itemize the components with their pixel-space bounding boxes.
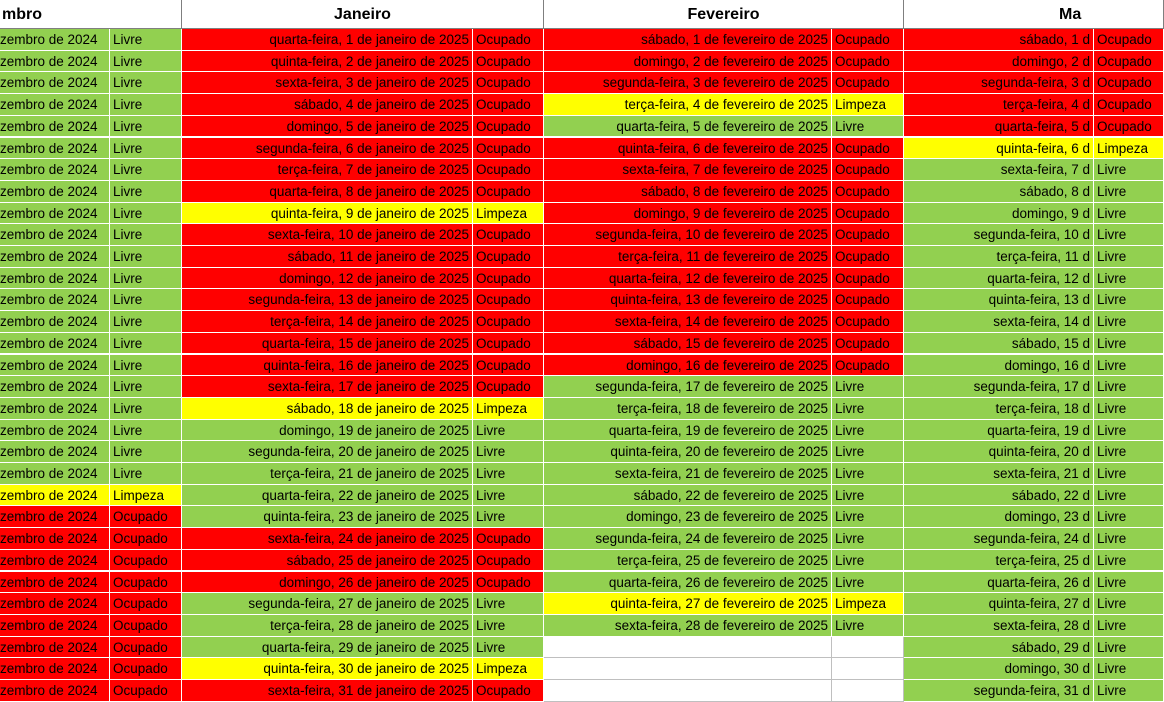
- date-cell[interactable]: quinta-feira, 30 de janeiro de 2025: [182, 658, 473, 680]
- status-cell[interactable]: Livre: [832, 506, 904, 528]
- status-cell[interactable]: Livre: [473, 615, 544, 637]
- status-cell[interactable]: Livre: [1094, 376, 1164, 398]
- date-cell[interactable]: zembro de 2024: [0, 680, 110, 702]
- date-cell[interactable]: sábado, 11 de janeiro de 2025: [182, 246, 473, 268]
- status-cell[interactable]: Livre: [473, 637, 544, 659]
- status-cell[interactable]: Ocupado: [110, 658, 182, 680]
- date-cell[interactable]: zembro de 2024: [0, 224, 110, 246]
- date-cell[interactable]: segunda-feira, 10 de fevereiro de 2025: [544, 224, 832, 246]
- date-cell[interactable]: sexta-feira, 14 d: [904, 311, 1094, 333]
- date-cell[interactable]: zembro de 2024: [0, 463, 110, 485]
- status-cell[interactable]: Ocupado: [832, 29, 904, 51]
- date-cell[interactable]: terça-feira, 4 de fevereiro de 2025: [544, 94, 832, 116]
- status-cell[interactable]: Ocupado: [110, 550, 182, 572]
- date-cell[interactable]: domingo, 23 d: [904, 506, 1094, 528]
- date-cell[interactable]: terça-feira, 11 de fevereiro de 2025: [544, 246, 832, 268]
- date-cell[interactable]: zembro de 2024: [0, 116, 110, 138]
- date-cell[interactable]: zembro de 2024: [0, 398, 110, 420]
- status-cell[interactable]: Limpeza: [832, 94, 904, 116]
- status-cell[interactable]: Livre: [1094, 463, 1164, 485]
- date-cell[interactable]: segunda-feira, 17 de fevereiro de 2025: [544, 376, 832, 398]
- date-cell[interactable]: zembro de 2024: [0, 268, 110, 290]
- month-header[interactable]: Janeiro: [182, 0, 544, 29]
- status-cell[interactable]: Ocupado: [473, 29, 544, 51]
- date-cell[interactable]: sábado, 15 de fevereiro de 2025: [544, 333, 832, 355]
- status-cell[interactable]: Livre: [473, 593, 544, 615]
- status-cell[interactable]: Livre: [110, 116, 182, 138]
- status-cell[interactable]: Livre: [832, 615, 904, 637]
- status-cell[interactable]: Livre: [473, 463, 544, 485]
- status-cell[interactable]: Limpeza: [1094, 138, 1164, 160]
- date-cell[interactable]: terça-feira, 4 d: [904, 94, 1094, 116]
- date-cell[interactable]: zembro de 2024: [0, 506, 110, 528]
- status-cell[interactable]: Ocupado: [110, 506, 182, 528]
- date-cell[interactable]: domingo, 2 de fevereiro de 2025: [544, 51, 832, 73]
- status-cell[interactable]: Livre: [832, 441, 904, 463]
- date-cell[interactable]: sexta-feira, 21 de fevereiro de 2025: [544, 463, 832, 485]
- status-cell[interactable]: Livre: [1094, 572, 1164, 594]
- status-cell[interactable]: Ocupado: [1094, 94, 1164, 116]
- status-cell[interactable]: Ocupado: [110, 528, 182, 550]
- date-cell[interactable]: sábado, 8 de fevereiro de 2025: [544, 181, 832, 203]
- status-cell[interactable]: Livre: [832, 485, 904, 507]
- date-cell[interactable]: zembro de 2024: [0, 593, 110, 615]
- status-cell[interactable]: Livre: [1094, 246, 1164, 268]
- date-cell[interactable]: zembro de 2024: [0, 376, 110, 398]
- date-cell[interactable]: quinta-feira, 2 de janeiro de 2025: [182, 51, 473, 73]
- date-cell[interactable]: sábado, 29 d: [904, 637, 1094, 659]
- date-cell[interactable]: segunda-feira, 31 d: [904, 680, 1094, 702]
- date-cell[interactable]: zembro de 2024: [0, 51, 110, 73]
- date-cell[interactable]: quinta-feira, 16 de janeiro de 2025: [182, 355, 473, 377]
- status-cell[interactable]: Livre: [110, 268, 182, 290]
- status-cell[interactable]: Ocupado: [1094, 51, 1164, 73]
- date-cell[interactable]: zembro de 2024: [0, 94, 110, 116]
- status-cell[interactable]: Ocupado: [110, 593, 182, 615]
- status-cell[interactable]: Livre: [1094, 680, 1164, 702]
- date-cell[interactable]: sábado, 22 d: [904, 485, 1094, 507]
- date-cell[interactable]: quarta-feira, 29 de janeiro de 2025: [182, 637, 473, 659]
- status-cell[interactable]: Livre: [1094, 550, 1164, 572]
- status-cell[interactable]: Ocupado: [473, 528, 544, 550]
- date-cell[interactable]: zembro de 2024: [0, 246, 110, 268]
- date-cell[interactable]: zembro de 2024: [0, 159, 110, 181]
- date-cell[interactable]: domingo, 19 de janeiro de 2025: [182, 420, 473, 442]
- date-cell[interactable]: quinta-feira, 13 d: [904, 289, 1094, 311]
- status-cell[interactable]: Ocupado: [473, 51, 544, 73]
- status-cell[interactable]: Ocupado: [473, 311, 544, 333]
- status-cell[interactable]: Livre: [110, 224, 182, 246]
- date-cell[interactable]: zembro de 2024: [0, 637, 110, 659]
- status-cell[interactable]: Livre: [832, 463, 904, 485]
- date-cell[interactable]: terça-feira, 14 de janeiro de 2025: [182, 311, 473, 333]
- status-cell[interactable]: Livre: [1094, 528, 1164, 550]
- status-cell[interactable]: Ocupado: [473, 224, 544, 246]
- date-cell[interactable]: zembro de 2024: [0, 355, 110, 377]
- date-cell[interactable]: segunda-feira, 3 d: [904, 72, 1094, 94]
- date-cell[interactable]: terça-feira, 18 de fevereiro de 2025: [544, 398, 832, 420]
- status-cell[interactable]: Livre: [110, 246, 182, 268]
- date-cell[interactable]: zembro de 2024: [0, 311, 110, 333]
- status-cell[interactable]: Livre: [1094, 268, 1164, 290]
- date-cell[interactable]: zembro de 2024: [0, 203, 110, 225]
- status-cell[interactable]: Ocupado: [473, 572, 544, 594]
- status-cell[interactable]: Livre: [473, 485, 544, 507]
- date-cell[interactable]: domingo, 30 d: [904, 658, 1094, 680]
- date-cell[interactable]: sexta-feira, 28 de fevereiro de 2025: [544, 615, 832, 637]
- status-cell[interactable]: Livre: [1094, 441, 1164, 463]
- status-cell[interactable]: Livre: [110, 72, 182, 94]
- status-cell[interactable]: Livre: [110, 29, 182, 51]
- status-cell[interactable]: Livre: [110, 311, 182, 333]
- date-cell[interactable]: domingo, 9 d: [904, 203, 1094, 225]
- status-cell[interactable]: Ocupado: [1094, 116, 1164, 138]
- status-cell[interactable]: Ocupado: [473, 181, 544, 203]
- date-cell[interactable]: quarta-feira, 12 d: [904, 268, 1094, 290]
- status-cell[interactable]: Livre: [1094, 658, 1164, 680]
- date-cell[interactable]: quarta-feira, 5 d: [904, 116, 1094, 138]
- status-cell[interactable]: Livre: [110, 376, 182, 398]
- status-cell[interactable]: Livre: [1094, 181, 1164, 203]
- date-cell[interactable]: [544, 658, 832, 680]
- date-cell[interactable]: quarta-feira, 1 de janeiro de 2025: [182, 29, 473, 51]
- date-cell[interactable]: quarta-feira, 19 de fevereiro de 2025: [544, 420, 832, 442]
- date-cell[interactable]: sábado, 25 de janeiro de 2025: [182, 550, 473, 572]
- status-cell[interactable]: Livre: [110, 420, 182, 442]
- date-cell[interactable]: terça-feira, 7 de janeiro de 2025: [182, 159, 473, 181]
- status-cell[interactable]: Ocupado: [473, 159, 544, 181]
- status-cell[interactable]: Livre: [473, 420, 544, 442]
- date-cell[interactable]: sábado, 1 d: [904, 29, 1094, 51]
- status-cell[interactable]: Livre: [110, 441, 182, 463]
- date-cell[interactable]: segunda-feira, 10 d: [904, 224, 1094, 246]
- status-cell[interactable]: Livre: [1094, 159, 1164, 181]
- status-cell[interactable]: Livre: [1094, 355, 1164, 377]
- date-cell[interactable]: sábado, 8 d: [904, 181, 1094, 203]
- date-cell[interactable]: zembro de 2024: [0, 441, 110, 463]
- date-cell[interactable]: sábado, 18 de janeiro de 2025: [182, 398, 473, 420]
- date-cell[interactable]: [544, 637, 832, 659]
- status-cell[interactable]: Livre: [110, 203, 182, 225]
- status-cell[interactable]: Ocupado: [832, 355, 904, 377]
- date-cell[interactable]: quarta-feira, 12 de fevereiro de 2025: [544, 268, 832, 290]
- status-cell[interactable]: Ocupado: [110, 680, 182, 702]
- status-cell[interactable]: [832, 658, 904, 680]
- status-cell[interactable]: Livre: [110, 51, 182, 73]
- status-cell[interactable]: Livre: [1094, 485, 1164, 507]
- status-cell[interactable]: Livre: [832, 528, 904, 550]
- date-cell[interactable]: segunda-feira, 20 de janeiro de 2025: [182, 441, 473, 463]
- date-cell[interactable]: quinta-feira, 13 de fevereiro de 2025: [544, 289, 832, 311]
- date-cell[interactable]: quinta-feira, 9 de janeiro de 2025: [182, 203, 473, 225]
- date-cell[interactable]: zembro de 2024: [0, 550, 110, 572]
- status-cell[interactable]: Ocupado: [1094, 72, 1164, 94]
- date-cell[interactable]: sexta-feira, 7 d: [904, 159, 1094, 181]
- status-cell[interactable]: Livre: [1094, 333, 1164, 355]
- status-cell[interactable]: Livre: [110, 159, 182, 181]
- date-cell[interactable]: quarta-feira, 8 de janeiro de 2025: [182, 181, 473, 203]
- date-cell[interactable]: quarta-feira, 19 d: [904, 420, 1094, 442]
- status-cell[interactable]: Livre: [1094, 311, 1164, 333]
- date-cell[interactable]: sábado, 15 d: [904, 333, 1094, 355]
- date-cell[interactable]: sexta-feira, 17 de janeiro de 2025: [182, 376, 473, 398]
- date-cell[interactable]: domingo, 12 de janeiro de 2025: [182, 268, 473, 290]
- date-cell[interactable]: domingo, 5 de janeiro de 2025: [182, 116, 473, 138]
- status-cell[interactable]: Livre: [1094, 506, 1164, 528]
- date-cell[interactable]: sexta-feira, 28 d: [904, 615, 1094, 637]
- status-cell[interactable]: Ocupado: [832, 333, 904, 355]
- status-cell[interactable]: Ocupado: [832, 181, 904, 203]
- date-cell[interactable]: terça-feira, 28 de janeiro de 2025: [182, 615, 473, 637]
- date-cell[interactable]: terça-feira, 25 d: [904, 550, 1094, 572]
- date-cell[interactable]: zembro de 2024: [0, 333, 110, 355]
- status-cell[interactable]: Limpeza: [110, 485, 182, 507]
- date-cell[interactable]: quinta-feira, 23 de janeiro de 2025: [182, 506, 473, 528]
- status-cell[interactable]: Livre: [832, 572, 904, 594]
- status-cell[interactable]: Livre: [1094, 289, 1164, 311]
- date-cell[interactable]: zembro de 2024: [0, 615, 110, 637]
- status-cell[interactable]: Ocupado: [832, 246, 904, 268]
- date-cell[interactable]: [544, 680, 832, 702]
- status-cell[interactable]: Ocupado: [473, 268, 544, 290]
- date-cell[interactable]: domingo, 2 d: [904, 51, 1094, 73]
- status-cell[interactable]: Ocupado: [473, 289, 544, 311]
- date-cell[interactable]: zembro de 2024: [0, 658, 110, 680]
- date-cell[interactable]: sexta-feira, 21 d: [904, 463, 1094, 485]
- status-cell[interactable]: Ocupado: [1094, 29, 1164, 51]
- status-cell[interactable]: Ocupado: [110, 637, 182, 659]
- status-cell[interactable]: Ocupado: [473, 94, 544, 116]
- status-cell[interactable]: Ocupado: [473, 116, 544, 138]
- date-cell[interactable]: sábado, 22 de fevereiro de 2025: [544, 485, 832, 507]
- status-cell[interactable]: Livre: [1094, 615, 1164, 637]
- status-cell[interactable]: Limpeza: [473, 658, 544, 680]
- status-cell[interactable]: Livre: [110, 355, 182, 377]
- date-cell[interactable]: zembro de 2024: [0, 138, 110, 160]
- status-cell[interactable]: Livre: [1094, 637, 1164, 659]
- status-cell[interactable]: Ocupado: [832, 72, 904, 94]
- date-cell[interactable]: segunda-feira, 17 d: [904, 376, 1094, 398]
- status-cell[interactable]: Livre: [1094, 420, 1164, 442]
- date-cell[interactable]: terça-feira, 21 de janeiro de 2025: [182, 463, 473, 485]
- date-cell[interactable]: segunda-feira, 24 d: [904, 528, 1094, 550]
- month-header[interactable]: Fevereiro: [544, 0, 904, 29]
- status-cell[interactable]: Livre: [110, 333, 182, 355]
- status-cell[interactable]: Ocupado: [832, 203, 904, 225]
- date-cell[interactable]: quinta-feira, 27 de fevereiro de 2025: [544, 593, 832, 615]
- date-cell[interactable]: quinta-feira, 6 d: [904, 138, 1094, 160]
- status-cell[interactable]: Ocupado: [832, 311, 904, 333]
- month-header[interactable]: mbro: [0, 0, 182, 29]
- date-cell[interactable]: zembro de 2024: [0, 72, 110, 94]
- date-cell[interactable]: segunda-feira, 13 de janeiro de 2025: [182, 289, 473, 311]
- date-cell[interactable]: quarta-feira, 26 d: [904, 572, 1094, 594]
- status-cell[interactable]: Livre: [1094, 398, 1164, 420]
- status-cell[interactable]: Ocupado: [473, 72, 544, 94]
- status-cell[interactable]: Ocupado: [832, 51, 904, 73]
- status-cell[interactable]: Livre: [1094, 203, 1164, 225]
- date-cell[interactable]: segunda-feira, 24 de fevereiro de 2025: [544, 528, 832, 550]
- status-cell[interactable]: Ocupado: [473, 246, 544, 268]
- status-cell[interactable]: Ocupado: [473, 333, 544, 355]
- status-cell[interactable]: [832, 637, 904, 659]
- date-cell[interactable]: quinta-feira, 20 de fevereiro de 2025: [544, 441, 832, 463]
- date-cell[interactable]: domingo, 9 de fevereiro de 2025: [544, 203, 832, 225]
- status-cell[interactable]: Ocupado: [832, 268, 904, 290]
- date-cell[interactable]: quarta-feira, 15 de janeiro de 2025: [182, 333, 473, 355]
- status-cell[interactable]: [832, 680, 904, 702]
- date-cell[interactable]: sábado, 1 de fevereiro de 2025: [544, 29, 832, 51]
- status-cell[interactable]: Livre: [473, 506, 544, 528]
- date-cell[interactable]: segunda-feira, 27 de janeiro de 2025: [182, 593, 473, 615]
- date-cell[interactable]: terça-feira, 25 de fevereiro de 2025: [544, 550, 832, 572]
- status-cell[interactable]: Ocupado: [110, 615, 182, 637]
- status-cell[interactable]: Livre: [832, 398, 904, 420]
- status-cell[interactable]: Ocupado: [473, 376, 544, 398]
- status-cell[interactable]: Livre: [1094, 593, 1164, 615]
- date-cell[interactable]: sexta-feira, 31 de janeiro de 2025: [182, 680, 473, 702]
- status-cell[interactable]: Ocupado: [473, 550, 544, 572]
- status-cell[interactable]: Ocupado: [832, 289, 904, 311]
- status-cell[interactable]: Livre: [832, 116, 904, 138]
- date-cell[interactable]: zembro de 2024: [0, 485, 110, 507]
- date-cell[interactable]: quarta-feira, 26 de fevereiro de 2025: [544, 572, 832, 594]
- status-cell[interactable]: Livre: [110, 398, 182, 420]
- date-cell[interactable]: quinta-feira, 6 de fevereiro de 2025: [544, 138, 832, 160]
- date-cell[interactable]: quarta-feira, 5 de fevereiro de 2025: [544, 116, 832, 138]
- status-cell[interactable]: Ocupado: [110, 572, 182, 594]
- status-cell[interactable]: Limpeza: [473, 398, 544, 420]
- status-cell[interactable]: Livre: [110, 181, 182, 203]
- status-cell[interactable]: Livre: [110, 138, 182, 160]
- status-cell[interactable]: Livre: [110, 463, 182, 485]
- date-cell[interactable]: terça-feira, 11 d: [904, 246, 1094, 268]
- date-cell[interactable]: domingo, 16 d: [904, 355, 1094, 377]
- date-cell[interactable]: zembro de 2024: [0, 289, 110, 311]
- date-cell[interactable]: sexta-feira, 7 de fevereiro de 2025: [544, 159, 832, 181]
- status-cell[interactable]: Livre: [473, 441, 544, 463]
- status-cell[interactable]: Livre: [832, 550, 904, 572]
- date-cell[interactable]: segunda-feira, 6 de janeiro de 2025: [182, 138, 473, 160]
- status-cell[interactable]: Ocupado: [473, 138, 544, 160]
- status-cell[interactable]: Livre: [832, 376, 904, 398]
- date-cell[interactable]: domingo, 26 de janeiro de 2025: [182, 572, 473, 594]
- status-cell[interactable]: Livre: [110, 289, 182, 311]
- status-cell[interactable]: Livre: [110, 94, 182, 116]
- status-cell[interactable]: Ocupado: [832, 224, 904, 246]
- date-cell[interactable]: quinta-feira, 20 d: [904, 441, 1094, 463]
- date-cell[interactable]: zembro de 2024: [0, 572, 110, 594]
- date-cell[interactable]: quinta-feira, 27 d: [904, 593, 1094, 615]
- date-cell[interactable]: quarta-feira, 22 de janeiro de 2025: [182, 485, 473, 507]
- status-cell[interactable]: Ocupado: [832, 138, 904, 160]
- status-cell[interactable]: Ocupado: [473, 680, 544, 702]
- date-cell[interactable]: zembro de 2024: [0, 420, 110, 442]
- date-cell[interactable]: domingo, 16 de fevereiro de 2025: [544, 355, 832, 377]
- date-cell[interactable]: domingo, 23 de fevereiro de 2025: [544, 506, 832, 528]
- date-cell[interactable]: segunda-feira, 3 de fevereiro de 2025: [544, 72, 832, 94]
- status-cell[interactable]: Limpeza: [832, 593, 904, 615]
- month-header[interactable]: Ma: [904, 0, 1164, 29]
- date-cell[interactable]: sábado, 4 de janeiro de 2025: [182, 94, 473, 116]
- date-cell[interactable]: zembro de 2024: [0, 528, 110, 550]
- date-cell[interactable]: sexta-feira, 10 de janeiro de 2025: [182, 224, 473, 246]
- status-cell[interactable]: Livre: [1094, 224, 1164, 246]
- status-cell[interactable]: Limpeza: [473, 203, 544, 225]
- status-cell[interactable]: Livre: [832, 420, 904, 442]
- date-cell[interactable]: sexta-feira, 24 de janeiro de 2025: [182, 528, 473, 550]
- date-cell[interactable]: zembro de 2024: [0, 181, 110, 203]
- date-cell[interactable]: sexta-feira, 3 de janeiro de 2025: [182, 72, 473, 94]
- date-cell[interactable]: zembro de 2024: [0, 29, 110, 51]
- status-cell[interactable]: Ocupado: [473, 355, 544, 377]
- status-cell[interactable]: Ocupado: [832, 159, 904, 181]
- date-cell[interactable]: sexta-feira, 14 de fevereiro de 2025: [544, 311, 832, 333]
- date-cell[interactable]: terça-feira, 18 d: [904, 398, 1094, 420]
